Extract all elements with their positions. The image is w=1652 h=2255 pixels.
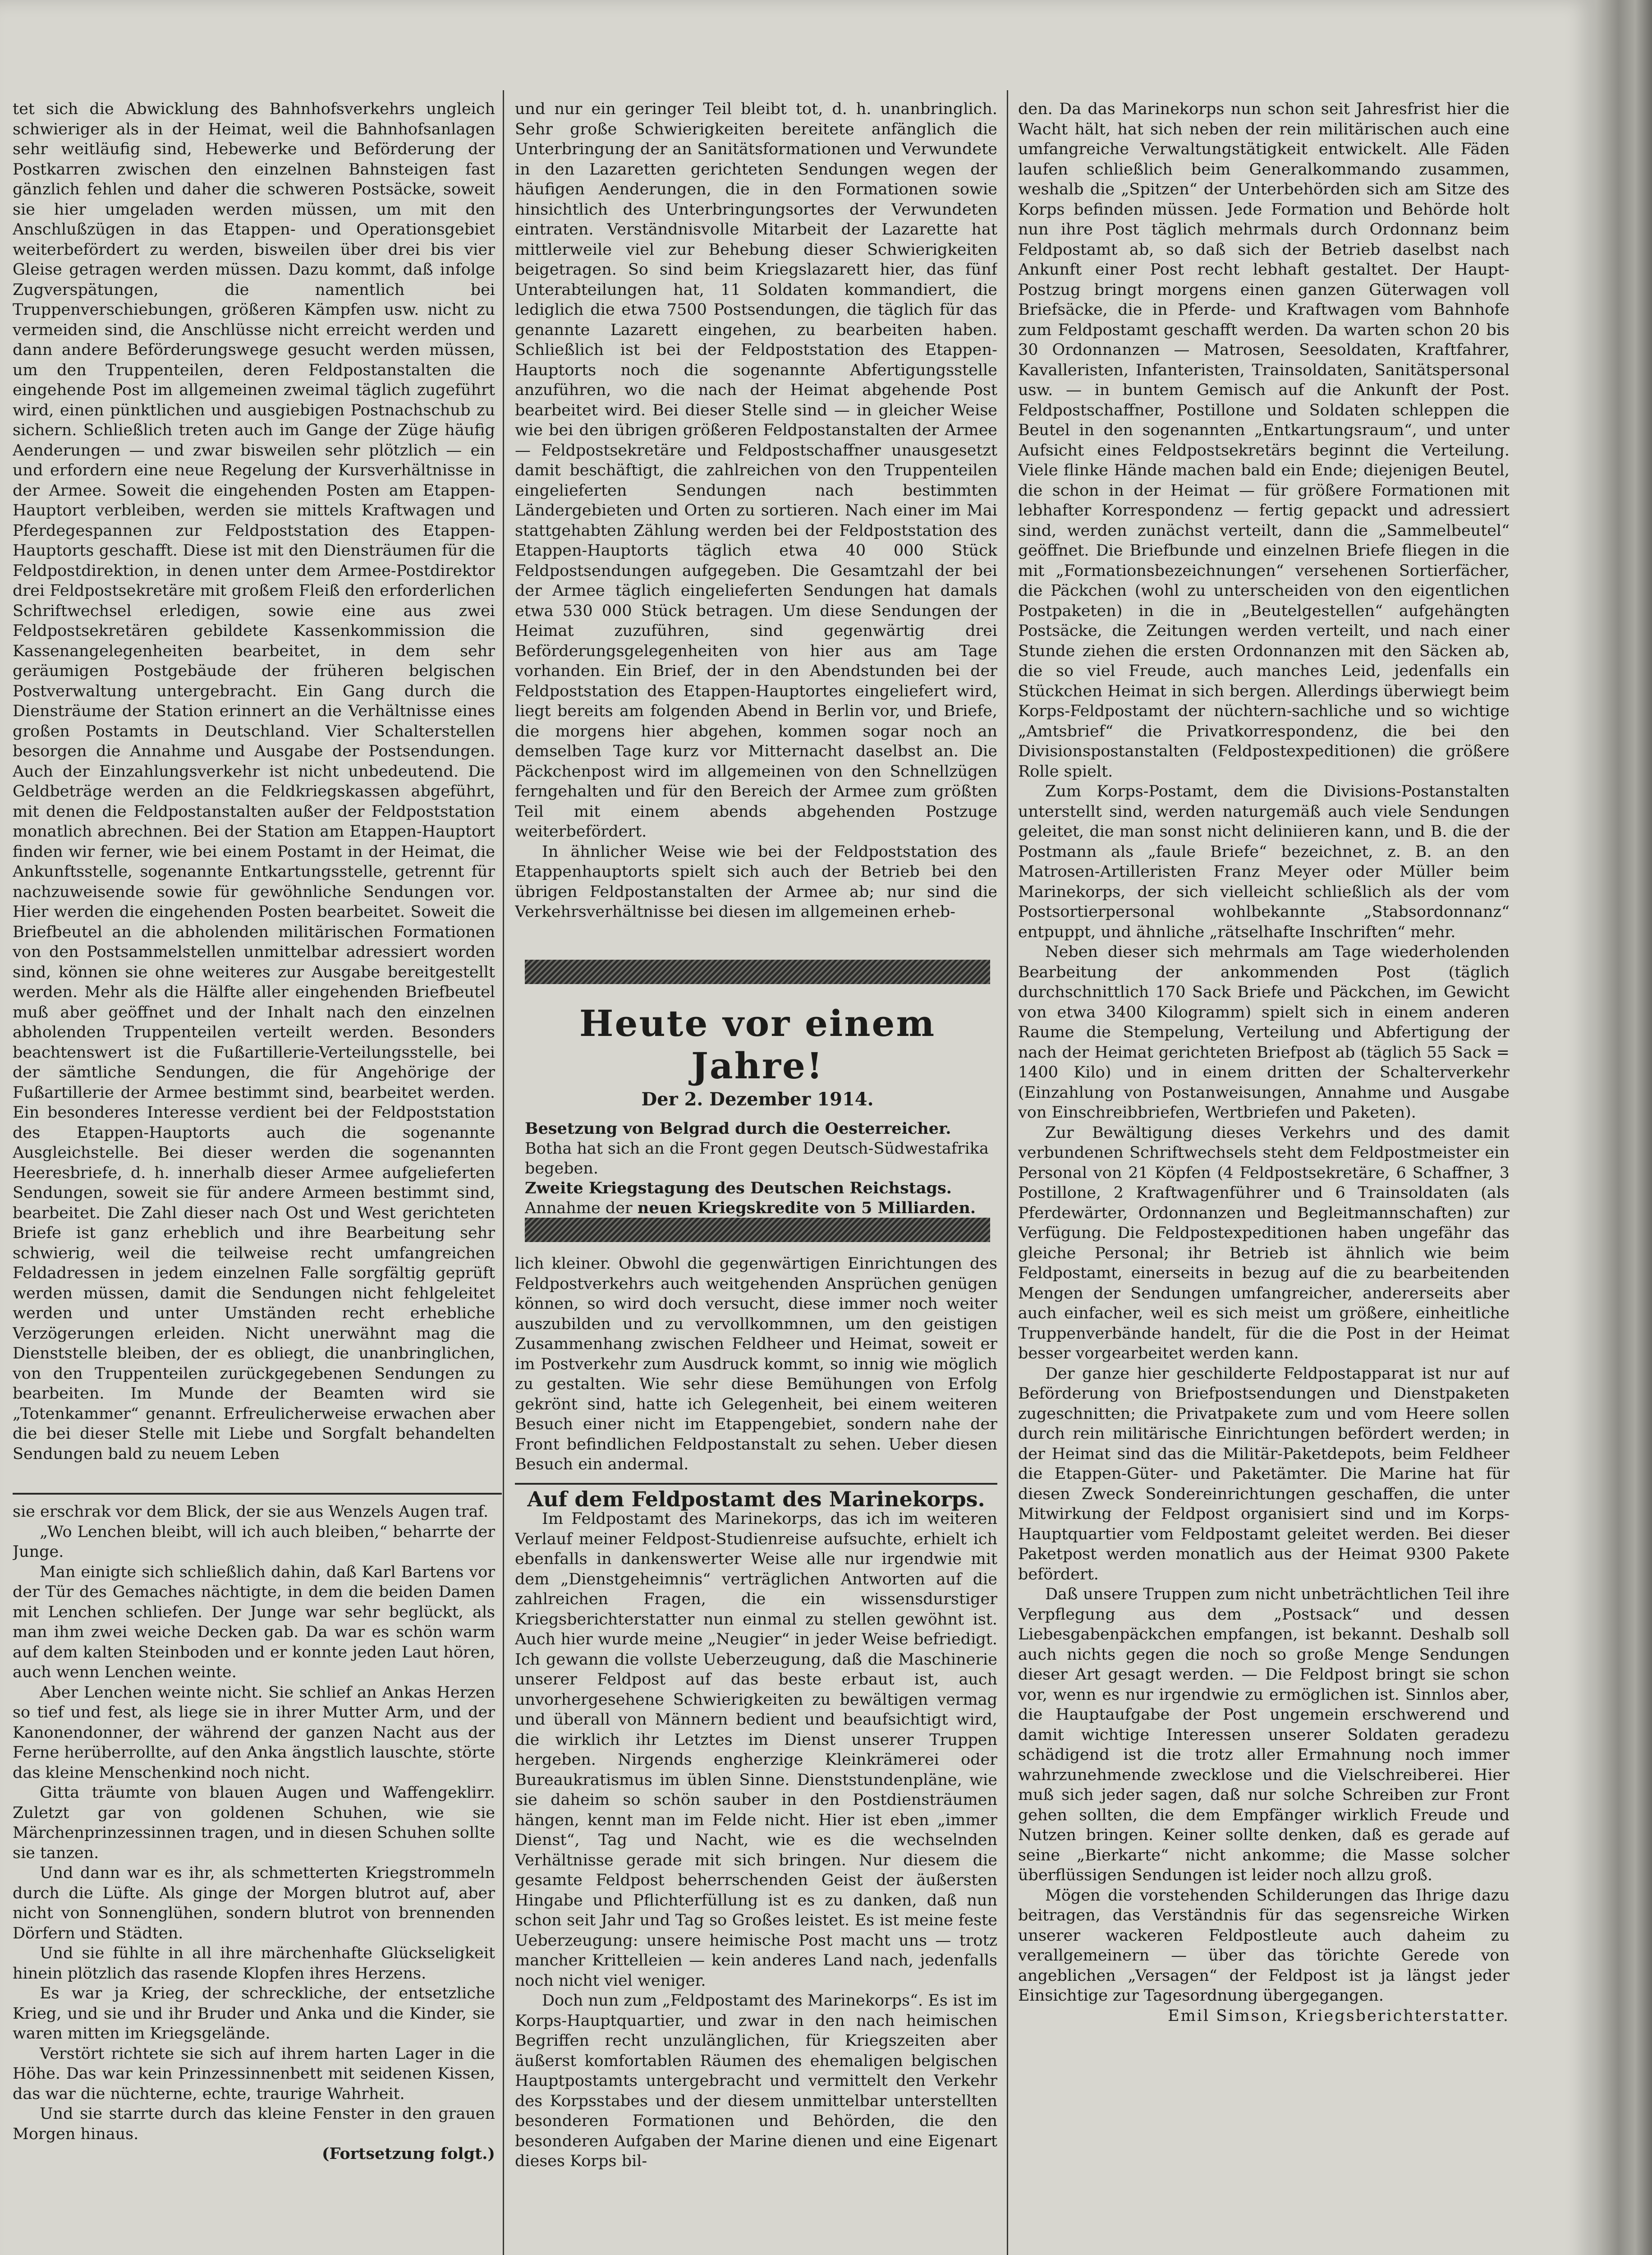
column-right [1018,99,1510,2255]
paragraph: Es war ja Krieg, der schreckliche, der entsetzliche Krieg, und sie und ihr Bruder und Anka und die Kinder, sie waren mitten im Kriegsgelände. [13,1984,495,2043]
paragraph: Mögen die vorstehenden Schilderungen das Ihrige dazu beitragen, das Verständnis für das segensreiche Wirken unserer wackeren Feldpostleute auch daheim zu verallgemeinern — über das törichte Gerede von angeblichen „Versagen“ der Feldpost ist ja längst jeder Einsichtige zur Tagesordnung übergegangen. [1018,1886,1510,2005]
paragraph: sie erschrak vor dem Blick, der sie aus Wenzels Augen traf. [13,1503,489,1521]
paragraph: und nur ein geringer Teil bleibt tot, d. h. unanbringlich. Sehr große Schwierigkeiten bereitete anfänglich die Unterbringung der an Sanitätsformationen und Verwundete in den Lazaretten gerichteten Sendungen wegen der häufigen Aenderungen, die in den Formationen sowie hinsichtlich des Unterbringungsortes der Verwundeten eintraten. Verständnisvolle Mitarbeit der Lazarette hat mittlerweile viel zur Behebung dieser Schwierigkeiten beigetragen. So sind beim Kriegslazarett hier, das fünf Unterabteilungen hat, 11 Soldaten kommandiert, die lediglich die etwa 7500 Postsendungen, die täglich für das genannte Lazarett eingehen, zu bearbeiten haben. Schließlich ist bei der Feldpoststation des Etappen-Hauptorts noch die sogenannte Abfertigungsstelle anzuführen, wo die nach der Heimat abgehende Post bearbeitet wird. Bei dieser Stelle sind — in gleicher Weise wie bei den übrigen größeren Feldpostanstalten der Armee — Feldpostsekretäre und Feldpostschaffner unausgesetzt damit beschäftigt, die zahlreichen von den Truppenteilen eingelieferten Sendungen nach bestimmten Ländergebieten und Orten zu sortieren. Nach einer im Mai stattgehabten Zählung werden bei der Feldpoststation des Etappen-Hauptorts täglich etwa 40 000 Stück Feldpostsendungen aufgegeben. Die Gesamtzahl der bei der Armee täglich eingelieferten Sendungen hat damals etwa 530 000 Stück betragen. Um diese Sendungen der Heimat zuzuführen, sind gegenwärtig drei Beförderungsgelegenheiten von hier aus am Tage vorhanden. Ein Brief, der in den Abendstunden bei der Feldpoststation des Etappen-Hauptortes eingeliefert wird, liegt bereits am folgenden Abend in Berlin vor, und Briefe, die morgens hier abgehen, kommen sogar noch an demselben Tage kurz vor Mitternacht daselbst an. Die Päckchenpost wird im allgemeinen von den Schnellzügen ferngehalten und für den Bereich der Armee zum größten Teil mit einem abends abgehenden Postzuge weiterbefördert. [515,100,997,841]
serial-story [13,1502,495,2255]
paragraph: In ähnlicher Weise wie bei der Feldpoststation des Etappenhauptorts spielt sich auch der Betrieb bei den übrigen Feldpostanstalten der Armee ab; nur sind die Verkehrsverhältnisse bei diesen im allgemeinen erheb- [515,842,997,921]
paragraph: tet sich die Abwicklung des Bahnhofsverkehrs ungleich schwieriger als in der Heimat, weil die Bahnhofsanlagen sehr weitläufig sind, Hebewerke und Beförderung der Postkarren zwischen den einzelnen Bahnsteigen fast gänzlich fehlen und daher die schweren Postsäcke, soweit sie hier umgeladen werden müssen, um mit den Anschlußzügen in das Etappen- und Operationsgebiet weiterbefördert zu werden, bisweilen über drei bis vier Gleise getragen werden müssen. Dazu kommt, daß infolge Zugverspätungen, die namentlich bei Truppenverschiebungen, größeren Kämpfen usw. nicht zu vermeiden sind, die Anschlüsse nicht erreicht werden und dann andere Beförderungswege gesucht werden müssen, um den Truppenteilen, deren Feldpostanstalten die eingehende Post im allgemeinen zweimal täglich zugeführt wird, einen pünktlichen und ausgiebigen Postnachschub zu sichern. Schließlich treten auch im Gange der Züge häufig Aenderungen — und zwar bisweilen sehr plötzlich — ein und erfordern eine neue Regelung der Kursverhältnisse in der Armee. Soweit die eingehenden Posten am Etappen-Hauptort verbleiben, werden sie mittels Kraftwagen und Pferdegespannen zur Feldpoststation des Etappen-Hauptorts geschafft. Diese ist mit den Diensträumen für die Feldpostdirektion, in denen unter dem Armee-Postdirektor drei Feldpostsekretäre mit großem Fleiß den erforderlichen Schriftwechsel erledigen, sowie eine aus zwei Feldpostsekretären gebildete Kassenkommission die Kassenangelegenheiten bearbeitet, in dem sehr geräumigen Postgebäude der früheren belgischen Postverwaltung untergebracht. Ein Gang durch die Diensträume der Station erinnert an die Verhältnisse eines großen Postamts in Deutschland. Vier Schalterstellen besorgen die Annahme und Ausgabe der Postsendungen. Auch der Einzahlungsverkehr ist nicht unbedeutend. Die Geldbeträge werden an die Feldkriegskassen abgeführt, mit denen die Feldpostanstalten außer der Feldpoststation monatlich abrechnen. Bei der Station am Etappen-Hauptort finden wir ferner, wie bei einem Postamt in der Heimat, die Ankunftsstelle, sogenannte Entkartungsstelle, getrennt für nachzuweisende sowie für gewöhnliche Sendungen vor. Hier werden die eingehenden Posten bearbeitet. Soweit die Briefbeutel an die abholenden militärischen Formationen von den Postsammelstellen unmittelbar adressiert worden sind, können sie ohne weiteres zur Ausgabe bereitgestellt werden. Mehr als die Hälfte aller eingehenden Briefbeutel muß aber geöffnet und der Inhalt nach den einzelnen abholenden Truppenteilen verteilt werden. Besonders beachtenswert ist die Fußartillerie-Verteilungsstelle, bei der sämtliche Sendungen, die für Angehörige der Fußartillerie der Armee bestimmt sind, bearbeitet werden. Ein besonderes Interesse verdient bei der Feldpoststation des Etappen-Hauptorts auch die sogenannte Ausgleichstelle. Bei dieser werden die sogenannten Heeresbriefe, d. h. innerhalb dieser Armee aufgelieferten Sendungen, soweit sie für andere Armeen bestimmt sind, bearbeitet. Die Zahl dieser nach Ost und West gerichteten Briefe ist ganz erheblich und ihre Bearbeitung sehr schwierig, weil die teilweise recht umfangreichen Feldadressen in jedem einzelnen Falle sorgfältig geprüft werden müssen, damit die Sendungen nicht fehlgeleitet werden und unter Umständen recht erhebliche Verzögerungen erleiden. Nicht unerwähnt mag die Dienststelle bleiben, der es obliegt, die unanbringlichen, von den Truppenteilen zurückgegebenen Sendungen zu bearbeiten. Im Munde der Beamten wird sie „Totenkammer“ genannt. Erfreulicherweise erwachen aber die bei dieser Stelle mit Liebe und Sorgfalt behandelten Sendungen bald zu neuem Leben [13,100,495,1463]
paragraph: Daß unsere Truppen zum nicht unbeträchtlichen Teil ihre Verpflegung aus dem „Postsack“ und dessen Liebesgabenpäckchen empfangen, ist bekannt. Deshalb soll auch nichts gegen die noch so große Menge Sendungen dieser Art gesagt werden. — Die Feldpost bringt sie schon vor, wenn es nur irgendwie zu ermöglichen ist. Sinnlos aber, die Hauptaufgabe der Post ungemein erschwerend und damit wichtige Interessen unserer Soldaten geradezu schädigend ist die trotz aller Ermahnung noch immer wahrzunehmende zwecklose und die Vielschreiberei. Hier muß sich jeder sagen, daß nur solche Schreiben zur Front gehen sollten, die dem Empfänger wirklich Freude und Nutzen bringen. Keiner sollte denken, daß es gerade auf seine „Bierkarte“ nicht ankomme; die Masse solcher überflüssigen Sendungen ist leider noch allzu groß. [1018,1585,1510,1884]
paragraph: Man einigte sich schließlich dahin, daß Karl Bartens vor der Tür des Gemaches nächtigte, in dem die beiden Damen mit Lenchen schliefen. Der Junge war sehr beglückt, als man ihm zwei weiche Decken gab. Da war es schön warm auf dem kalten Steinboden und er konnte jeden Laut hören, auch wenn Lenchen weinte. [13,1563,495,1681]
box-item: neuen Kriegskredite von 5 Milliarden. [637,1199,976,1217]
paragraph: den. Da das Marinekorps nun schon seit Jahresfrist hier die Wacht hält, hat sich neben der rein militärischen auch eine umfangreiche Verwaltungstätigkeit entwickelt. Alle Fäden laufen schließlich beim Generalkommando zusammen, weshalb die „Spitzen“ der Unterbehörden sich am Sitze des Korps befinden müssen. Jede Formation und Behörde holt nun ihre Post täglich mehrmals durch Ordonnanz beim Feldpostamt ab, so daß sich der Betrieb daselbst nach Ankunft einer Post recht lebhaft gestaltet. Der Haupt-Postzug bringt morgens einen ganzen Güterwagen voll Briefsäcke, die in Pferde- und Kraftwagen vom Bahnhofe zum Feldpostamt geschafft werden. Da warten schon 20 bis 30 Ordonnanzen — Matrosen, Seesoldaten, Kraftfahrer, Kavalleristen, Infanteristen, Trainsoldaten, Sanitätspersonal usw. — in buntem Gemisch auf die Ankunft der Post. Feldpostschaffner, Postillone und Soldaten schleppen die Beutel in den sogenannten „Entkartungsraum“, und unter Aufsicht eines Feldpostsekretärs beginnt die Verteilung. Viele flinke Hände machen bald ein Ende; diejenigen Beutel, die schon in der Heimat — für größere Formationen mit lebhafter Korrespondenz — fertig gepackt und adressiert sind, werden zunächst verteilt, dann die „Sammelbeutel“ geöffnet. Die Briefbunde und einzelnen Briefe fliegen in die mit „Formationsbezeichnungen“ versehenen Sortierfächer, die Päckchen (wohl zu unterscheiden von den eigentlichen Postpaketen) in die in „Beutelgestellen“ aufgehängten Postsäcke, die Zeitungen werden verteilt, und nach einer Stunde ziehen die ersten Ordonnanzen mit den Säcken ab, die so viel Freude, auch manches Leid, jedenfalls ein Stückchen Heimat in sich bergen. Allerdings überwiegt beim Korps-Feldpostamt der nüchtern-sachliche und so wichtige „Amtsbrief“ die Privatkorrespondenz, die bei den Divisionspostanstalten (Feldpostexpeditionen) die größere Rolle spielt. [1018,100,1510,781]
section-divider [13,1493,502,1495]
hatched-bar [525,960,990,984]
box-heading: Heute vor einem Jahre! [579,1002,936,1087]
paragraph: Verstört richtete sie sich auf ihrem harten Lager in die Höhe. Das war kein Prinzessinnenbett mit seidenen Kissen, das war die nüchterne, echte, traurige Wahrheit. [13,2044,495,2103]
paragraph: Zum Korps-Postamt, dem die Divisions-Postanstalten unterstellt sind, werden naturgemäß auch viele Sendungen geleitet, die man sonst nicht deliniieren kann, und B. die der Postmann als „faule Briefe“ bezeichnet, z. B. an den Matrosen-Artilleristen Franz Meyer oder Müller beim Marinekorps, der sich vielleicht schließlich als der vom Postsortierpersonal wohlbekannte „Stabsordonnanz“ entpuppt, und ähnliche „rätselhafte Inschriften“ mehr. [1018,782,1510,941]
author-signature: Emil Simson, Kriegsberichterstatter. [1167,2006,1510,2025]
paragraph: Gitta träumte von blauen Augen und Waffengeklirr. Zuletzt gar von goldenen Schuhen, wie sie Märchenprinzessinnen tragen, und in diesen Schuhen sollte sie tanzen. [13,1784,495,1862]
section-divider [515,1483,997,1485]
paragraph: „Wo Lenchen bleibt, will ich auch bleiben,“ beharrte der Junge. [13,1523,495,1561]
paragraph: Im Feldpostamt des Marinekorps, das ich im weiteren Verlauf meiner Feldpost-Studienreise aufsuchte, erhielt ich ebenfalls in dankenswerter Weise alle nur irgendwie mit dem „Dienstgeheimnis“ verträglichen Antworten auf die zahlreichen Fragen, die ein wissensdurstiger Kriegsberichterstatter nun einmal zu stellen gewöhnt ist. Auch hier wurde meine „Neugier“ in jeder Weise befriedigt. Ich gewann die vollste Ueberzeugung, daß die Maschinerie unserer Feldpost auf das beste erbaut ist, auch unvorhergesehene Schwierigkeiten zu bewältigen vermag und überall von Männern bedient und beaufsichtigt wird, die wirklich ihr Letztes im Dienst unserer Truppen hergeben. Nirgends engherzige Kleinkrämerei oder Bureaukratismus im üblen Sinne. Dienststundenpläne, wie sie daheim so schön sauber in den Postdiensträumen hängen, kennt man im Felde nicht. Hier ist eben „immer Dienst“, Tag und Nacht, wie es die wechselnden Verhältnisse gerade mit sich bringen. Nur diesem die gesamte Feldpost beherrschenden Geist der äußersten Hingabe und Pflichterfüllung ist es zu danken, daß nun schon seit Jahr und Tag so Großes leistet. Es ist meine feste Ueberzeugung: unsere heimische Post macht uns — trotz mancher Krittelleien — kein anderes Land nach, jedenfalls noch nicht viel weniger. [515,1510,997,1990]
hatched-bar [525,1218,990,1242]
paragraph: lich kleiner. Obwohl die gegenwärtigen Einrichtungen des Feldpostverkehrs auch weitgehenden Ansprüchen genügen können, so wird doch versucht, diese immer noch weiter auszubilden und zu vervollkommnen, um den geistigen Zusammenhang zwischen Feldheer und Heimat, soweit er im Postverkehr zum Ausdruck kommt, so innig wie möglich zu gestalten. Wie sehr diese Bemühungen von Erfolg gekrönt sind, hatte ich Gelegenheit, bei einem weiteren Besuch einer nicht im Etappengebiet, sondern nahe der Front befindlichen Feldpostanstalt zu sehen. Ueber diesen Besuch ein andermal. [515,1255,997,1473]
paragraph: Neben dieser sich mehrmals am Tage wiederholenden Bearbeitung der ankommenden Post (täglich durchschnittlich 170 Sack Briefe und Päckchen, im Gewicht von etwa 3400 Kilogramm) spielt sich in einem anderen Raume die Stempelung, Verteilung und Abfertigung der nach der Heimat gerichteten Briefpost ab (täglich 55 Sack = 1400 Kilo) und in einem dritten der Schalterverkehr (Einzahlung von Postanweisungen, Annahme und Ausgabe von Einschreibbriefen, Wertbriefen und Paketen). [1018,943,1510,1122]
box-date: Der 2. Dezember 1914. [641,1089,874,1110]
box-item: Zweite Kriegstagung des Deutschen Reichstags. [525,1179,952,1197]
anniversary-box [514,951,1001,1217]
box-item: Besetzung von Belgrad durch die Oesterreicher. [525,1119,951,1138]
paragraph: Zur Bewältigung dieses Verkehrs und des damit verbundenen Schriftwechsels steht dem Feldpostmeister ein Personal von 21 Köpfen (4 Feldpostsekretäre, 6 Schaffner, 3 Postillone, 2 Kraftwagenführer und 6 Trainsoldaten (als Pferdewärter, Ordonnanzen und Begleitmannschaften) zur Verfügung. Die Feldpostexpeditionen haben ungefähr das gleiche Personal; ihr Betrieb ist ähnlich wie beim Feldpostamt, einerseits in bezug auf die zu bearbeitenden Mengen der Sendungen umfangreicher, andererseits aber auch einfacher, weil es sich meist um größere, einheitliche Truppenverbände handelt, für die die Post in der Heimat besser vorgearbeitet werden kann. [1018,1123,1510,1362]
column-middle-lower [515,1254,997,2255]
box-item: Botha hat sich an die Front gegen Deutsch-Südwestafrika begeben. [525,1140,989,1178]
paragraph: Und sie starrte durch das kleine Fenster in den grauen Morgen hinaus. [13,2105,495,2143]
paragraph: Doch nun zum „Feldpostamt des Marinekorps“. Es ist im Korps-Hauptquartier, und zwar in den nach heimischen Begriffen recht unzulänglichen, für Kriegszeiten aber äußerst komfortablen Räumen des ehemaligen belgischen Hauptpostamts untergebracht und vermittelt den Verkehr des Korpsstabes und der diesem unmittelbar unterstellten besonderen Formationen und Behörden, die den besonderen Aufgaben der Marine dienen und eine Eigenart dieses Korps bil- [515,1992,997,2170]
paragraph: Und sie fühlte in all ihre märchenhafte Glückseligkeit hinein plötzlich das rasende Klopfen ihres Herzens. [13,1944,495,1983]
paragraph: Aber Lenchen weinte nicht. Sie schlief an Ankas Herzen so tief und fest, als liege sie in ihrer Mutter Arm, und der Kanonendonner, der während der ganzen Nacht aus der Ferne herüberrollte, auf den Anka ängstlich lauschte, störte das kleine Menschenkind noch nicht. [13,1683,495,1782]
paragraph: Der ganze hier geschilderte Feldpostapparat ist nur auf Beförderung von Briefpostsendungen und Dienstpaketen zugeschnitten; die Privatpakete zum und vom Heere sollen durch rein militärische Einrichtungen befördert werden; in der Heimat sind das die Militär-Paketdepots, beim Feldheer die Etappen-Güter- und Paketämter. Die Marine hat für diesen Zweck Sondereinrichtungen geschaffen, die unter Mitwirkung der Feldpost organisiert sind und im Korps-Hauptquartier vom Feldpostamt geleitet werden. Bei dieser Paketpost werden monatlich aus der Heimat 9300 Pakete befördert. [1018,1364,1510,1583]
box-item: Annahme der [525,1199,638,1217]
column-divider [503,90,504,2255]
column-divider [1007,90,1008,2255]
continued-note: (Fortsetzung folgt.) [321,2145,495,2163]
paragraph: Und dann war es ihr, als schmetterten Kriegstrommeln durch die Lüfte. Als ginge der Morgen blutrot auf, aber nicht von Sonnenglühen, sondern blutrot von brennenden Dörfern und Städten. [13,1864,495,1942]
article-title: Auf dem Feldpostamt des Marinekorps. [527,1486,985,1511]
page-edge [1596,0,1652,2255]
